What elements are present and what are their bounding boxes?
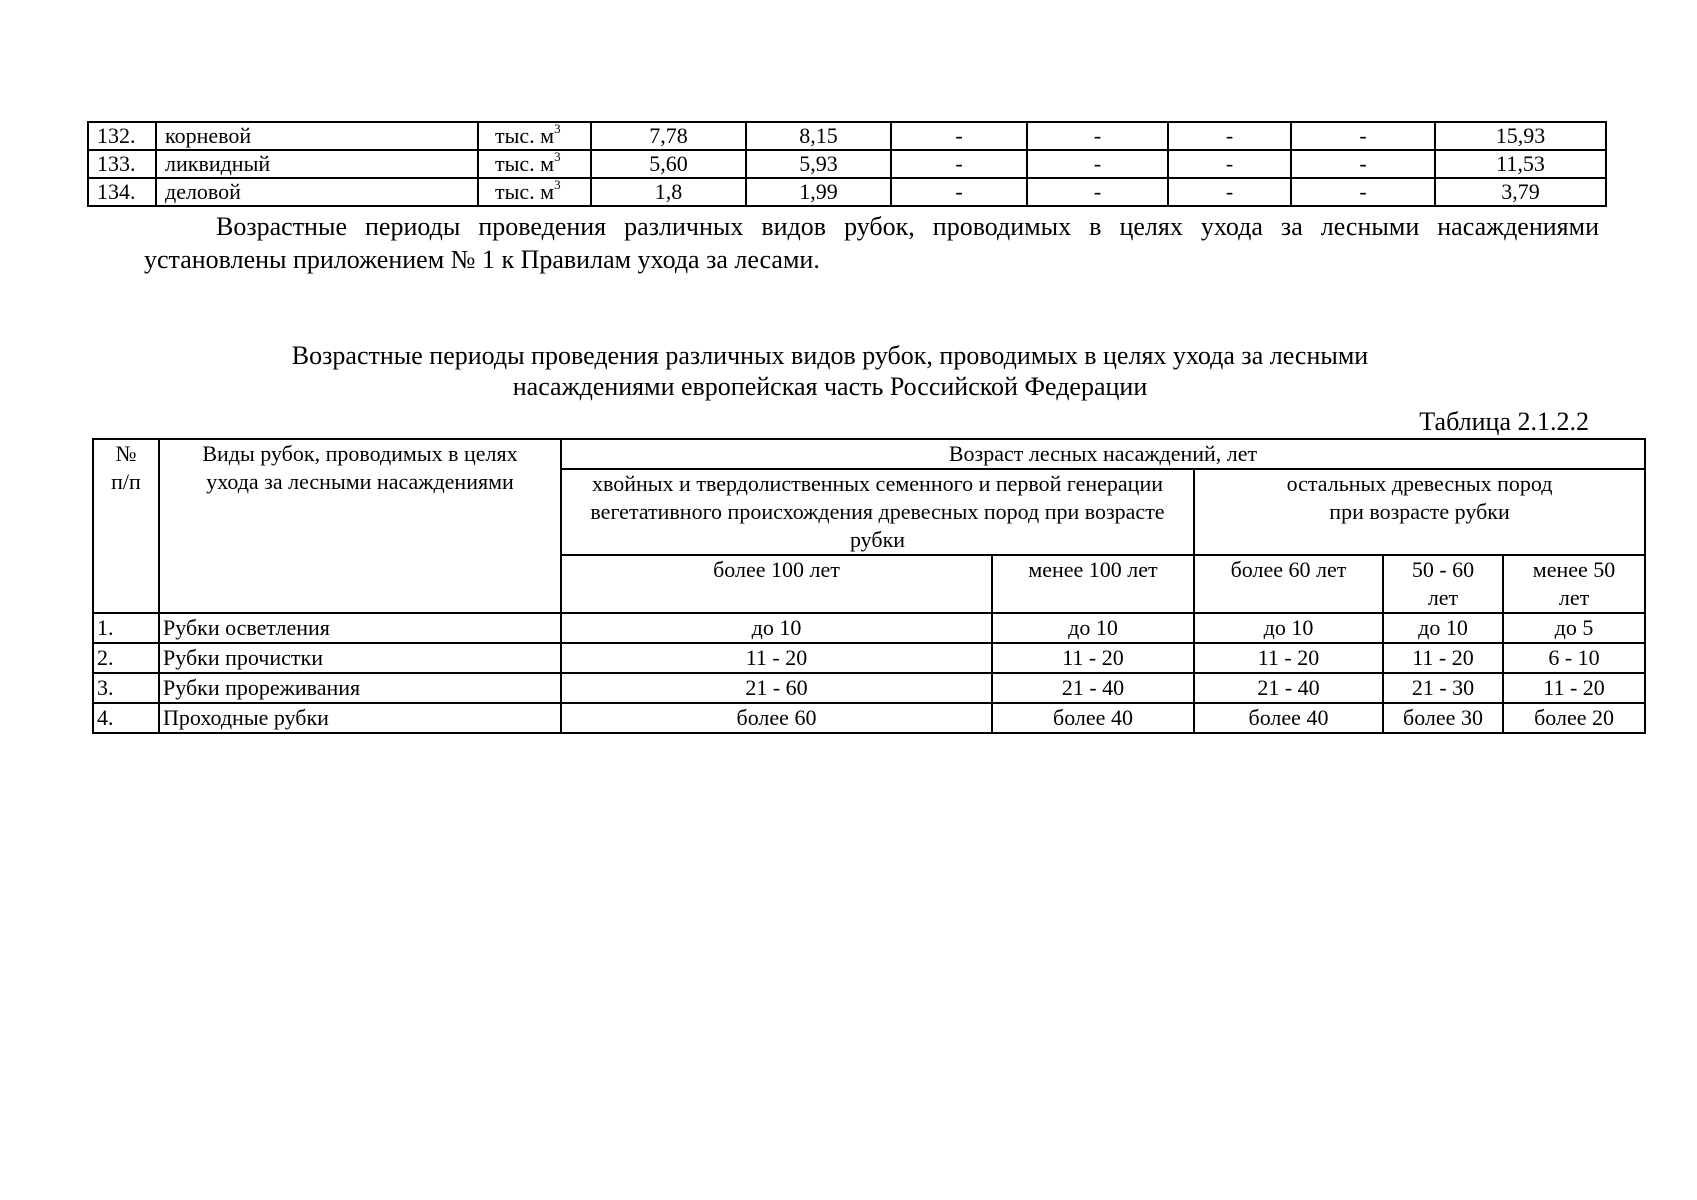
row-kind: Рубки прореживания <box>159 673 561 703</box>
header-num: № п/п <box>93 439 159 613</box>
value-cell: - <box>1291 122 1435 150</box>
row-number: 4. <box>93 703 159 733</box>
row-number: 134. <box>88 178 156 206</box>
header-row <box>93 439 1645 469</box>
value-cell: 5,60 <box>591 150 746 178</box>
value-cell: - <box>891 178 1027 206</box>
value-cell: - <box>1168 122 1291 150</box>
value-cell: до 10 <box>1194 613 1383 643</box>
header-sub: менее 50 лет <box>1503 555 1645 613</box>
value-cell: до 10 <box>1383 613 1503 643</box>
row-number: 2. <box>93 643 159 673</box>
header-sub: менее 100 лет <box>992 555 1194 613</box>
total-cell: 11,53 <box>1435 150 1606 178</box>
row-unit: тыс. $м^3$ <box>478 150 591 178</box>
row-name: корневой <box>156 122 478 150</box>
value-cell: 21 - 60 <box>561 673 992 703</box>
value-cell: более 20 <box>1503 703 1645 733</box>
value-cell: более 30 <box>1383 703 1503 733</box>
value-cell: - <box>1168 178 1291 206</box>
table-row <box>88 122 1606 150</box>
header-group-other: остальных древесных пород при возрасте рубки <box>1194 469 1645 555</box>
value-cell: 11 - 20 <box>1503 673 1645 703</box>
value-cell: до 5 <box>1503 613 1645 643</box>
paragraph-line: Возрастные периоды проведения различных видов рубок, проводимых в целях ухода за лесными насаждениями <box>216 212 1599 241</box>
value-cell: 8,15 <box>746 122 891 150</box>
value-cell: 11 - 20 <box>1194 643 1383 673</box>
header-sub: 50 - 60 лет <box>1383 555 1503 613</box>
value-cell: 1,99 <box>746 178 891 206</box>
row-unit: тыс. $м^3$ <box>478 122 591 150</box>
header-sub: более 60 лет <box>1194 555 1383 613</box>
table-row <box>88 150 1606 178</box>
total-cell: 15,93 <box>1435 122 1606 150</box>
value-cell: - <box>891 150 1027 178</box>
body-paragraph <box>144 210 1599 276</box>
value-cell: 21 - 30 <box>1383 673 1503 703</box>
header-group-conifer: хвойных и твердолиственных семенного и первой генерации вегетативного происхождения древесных пород при возрасте рубки <box>561 469 1194 555</box>
section-title <box>160 340 1500 402</box>
value-cell: 1,8 <box>591 178 746 206</box>
table-row <box>93 673 1645 703</box>
value-cell: - <box>1168 150 1291 178</box>
value-cell: 11 - 20 <box>992 643 1194 673</box>
header-sub: более 100 лет <box>561 555 992 613</box>
table-row <box>93 703 1645 733</box>
value-cell: более 40 <box>1194 703 1383 733</box>
value-cell: - <box>891 122 1027 150</box>
value-cell: - <box>1027 178 1168 206</box>
row-number: 133. <box>88 150 156 178</box>
row-kind: Проходные рубки <box>159 703 561 733</box>
value-cell: 21 - 40 <box>992 673 1194 703</box>
row-number: 132. <box>88 122 156 150</box>
value-cell: 5,93 <box>746 150 891 178</box>
value-cell: до 10 <box>561 613 992 643</box>
value-cell: более 60 <box>561 703 992 733</box>
row-number: 3. <box>93 673 159 703</box>
section-title-line: Возрастные периоды проведения различных видов рубок, проводимых в целях ухода за лесными <box>291 341 1369 370</box>
cutting-periods-table <box>92 438 1646 734</box>
header-age: Возраст лесных насаждений, лет <box>561 439 1645 469</box>
row-name: деловой <box>156 178 478 206</box>
value-cell: 7,78 <box>591 122 746 150</box>
section-title-line: насаждениями европейская часть Российской Федерации <box>512 372 1148 401</box>
table-row <box>88 178 1606 206</box>
row-name: ликвидный <box>156 150 478 178</box>
value-cell: - <box>1291 178 1435 206</box>
value-cell: - <box>1027 150 1168 178</box>
value-cell: - <box>1027 122 1168 150</box>
paragraph-line: установлены приложением № 1 к Правилам ухода за лесами. <box>144 245 820 274</box>
table-row <box>93 613 1645 643</box>
row-kind: Рубки осветления <box>159 613 561 643</box>
volume-table <box>87 121 1607 207</box>
header-kind: Виды рубок, проводимых в целях ухода за лесными насаждениями <box>159 439 561 613</box>
row-number: 1. <box>93 613 159 643</box>
table-row <box>93 643 1645 673</box>
value-cell: 11 - 20 <box>1383 643 1503 673</box>
value-cell: более 40 <box>992 703 1194 733</box>
value-cell: 6 - 10 <box>1503 643 1645 673</box>
row-unit: тыс. $м^3$ <box>478 178 591 206</box>
value-cell: - <box>1291 150 1435 178</box>
total-cell: 3,79 <box>1435 178 1606 206</box>
value-cell: до 10 <box>992 613 1194 643</box>
table-label: Таблица 2.1.2.2 <box>1419 407 1589 436</box>
value-cell: 21 - 40 <box>1194 673 1383 703</box>
value-cell: 11 - 20 <box>561 643 992 673</box>
row-kind: Рубки прочистки <box>159 643 561 673</box>
